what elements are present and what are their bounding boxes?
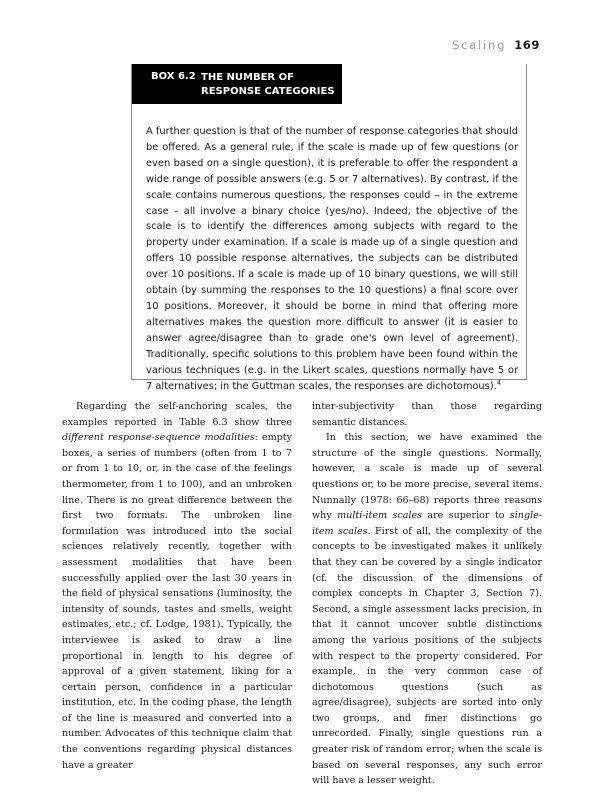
box-body	[146, 124, 518, 394]
box-paragraph: A further question is that of the number of response categories that should be offered. As a general rule, if the scale is made up of few questions (or even based on a single question), it is preferable to offer the respondent a wide range of possible answers (e.g. 5 or 7 alternatives). By contrast, if the scale contains numerous questions, the responses could – in the extreme case – all involve a binary choice (yes/no). Indeed, the objective of the scale is to identify the differences among subjects with regard to the property under examination. If a scale is made up of a single question and offers 10 possible response alternatives, the subjects can be distributed over 10 positions. If a scale is made up of 10 binary questions, we will still obtain (by summing the responses to the 10 questions) a final score over 10 positions. Moreover, it should be borne in mind that offering more alternatives makes the question more difficult to answer (it is easier to answer agree/disagree than to grade one's own level of agreement). Traditionally, specific solutions to this problem have been found within the various techniques (e.g. in the Likert scales, questions normally have 5 or 7 alternatives; in the Guttman scales, the responses are dichotomous).	[146, 126, 518, 392]
box-number: BOX 6.2	[151, 71, 196, 82]
section-title: Scaling	[451, 38, 507, 52]
right-column	[312, 399, 542, 789]
running-head	[452, 38, 540, 52]
emphasis-single-item: single-item scales	[312, 510, 543, 537]
left-column	[62, 399, 292, 773]
emphasis-response-sequence: different response-sequence modalities	[62, 432, 255, 444]
box-6-2	[131, 64, 527, 392]
emphasis-multi-item: multi-item scales	[337, 510, 423, 522]
page-number: 169	[514, 38, 540, 52]
right-paragraph: In this section, we have examined the structure of the single questions. Normally, however, a scale is made up of several questions or, to be more precise, several items. Nunnally (1978: 66–68) reports three reasons why multi-item scales are superior to single-item scales. First of all, the complexity of the concepts to be investigated makes it unlikely that they can be covered by a single indicator (cf. the discussion of the dimensions of complex concepts in Chapter 3, Section 7). Second, a single assessment lacks precision, in that it cannot uncover subtle distinctions among the various positions of the subjects with respect to the property considered. For example, in the very common case of dichotomous questions (such as agree/disagree), subjects are sorted into only two groups, and finer distinctions go unrecorded. Finally, single questions run a greater risk of random error; when the scale is based on several responses, any such error will have a lesser weight.	[312, 432, 543, 787]
box-header	[132, 64, 342, 104]
right-paragraph-continued: inter-subjectivity than those regarding semantic distances.	[312, 401, 542, 428]
left-paragraph: Regarding the self-anchoring scales, the examples reported in Table 6.3 show three different response-sequence modalities: empty boxes, a series of numbers (often from 1 to 7 or from 1 to 10, or, in the case of the feelings thermometer, from 1 to 100), and an unbroken line. There is no great difference between the first two formats. The unbroken line formulation was introduced into the social sciences relatively recently, together with assessment modalities that have been successfully applied over the last 30 years in the field of physical sensations (luminosity, the intensity of sounds, tastes and smells, weight estimates, etc.; cf. Lodge, 1981). Typically, the interviewee is asked to draw a line proportional in length to his degree of approval of a given statement, liking for a certain person, confidence in a particular institution, etc. In the coding phase, the length of the line is measured and converted into a number. Advocates of this technique claim that the conventions regarding physical distances have a greater	[62, 401, 293, 771]
box-title: THE NUMBER OF RESPONSE CATEGORIES	[201, 72, 335, 97]
footnote-reference[interactable]: 4	[496, 378, 501, 387]
